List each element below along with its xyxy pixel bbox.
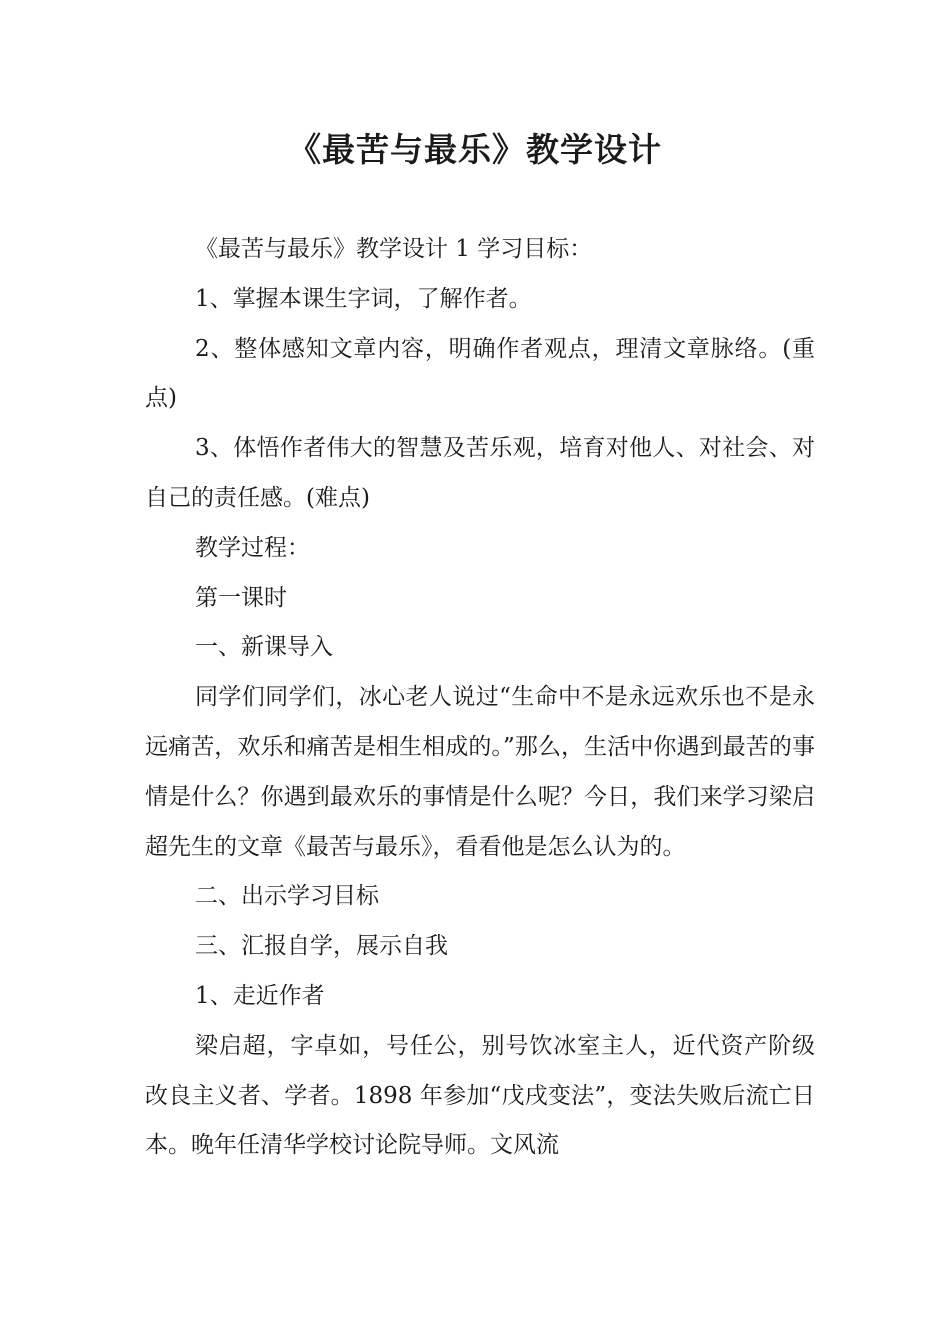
paragraph-first-lesson: 第一课时 [195, 584, 287, 611]
paragraph-goal-2: 2、整体感知文章内容，明确作者观点，理清文章脉络。(重点) [145, 335, 815, 412]
paragraph-introduction: 同学们同学们，冰心老人说过“生命中不是永远欢乐也不是永远痛苦，欢乐和痛苦是相生相成的。”那么，生活中你遇到最苦的事情是什么？你遇到最欢乐的事情是什么呢？今日，我们来学习梁启超先生的文章《最苦与最乐》，看看他是怎么认为的。 [145, 684, 815, 860]
paragraph-section-1-heading: 一、新课导入 [195, 634, 333, 661]
paragraph-goal-1: 1、掌握本课生字词，了解作者。 [195, 285, 532, 312]
document-body [145, 225, 815, 1171]
paragraph-teaching-process: 教学过程： [195, 534, 310, 561]
paragraph-section-2-heading: 二、出示学习目标 [195, 883, 379, 910]
paragraph-goal-3: 3、体悟作者伟大的智慧及苦乐观，培育对他人、对社会、对自己的责任感。(难点) [145, 435, 815, 511]
paragraph-learning-goals-heading: 《最苦与最乐》教学设计 1 学习目标： [195, 236, 593, 262]
document-title: 《最苦与最乐》教学设计 [288, 130, 662, 169]
paragraph-approach-author-heading: 1、走近作者 [195, 982, 325, 1009]
paragraph-section-3-heading: 三、汇报自学，展示自我 [195, 933, 448, 960]
paragraph-author-bio: 梁启超，字卓如，号任公，别号饮冰室主人，近代资产阶级改良主义者、学者。1898 年参加“戊戌变法”，变法失败后流亡日本。晚年任清华学校讨论院导师。文风流 [145, 1032, 815, 1159]
